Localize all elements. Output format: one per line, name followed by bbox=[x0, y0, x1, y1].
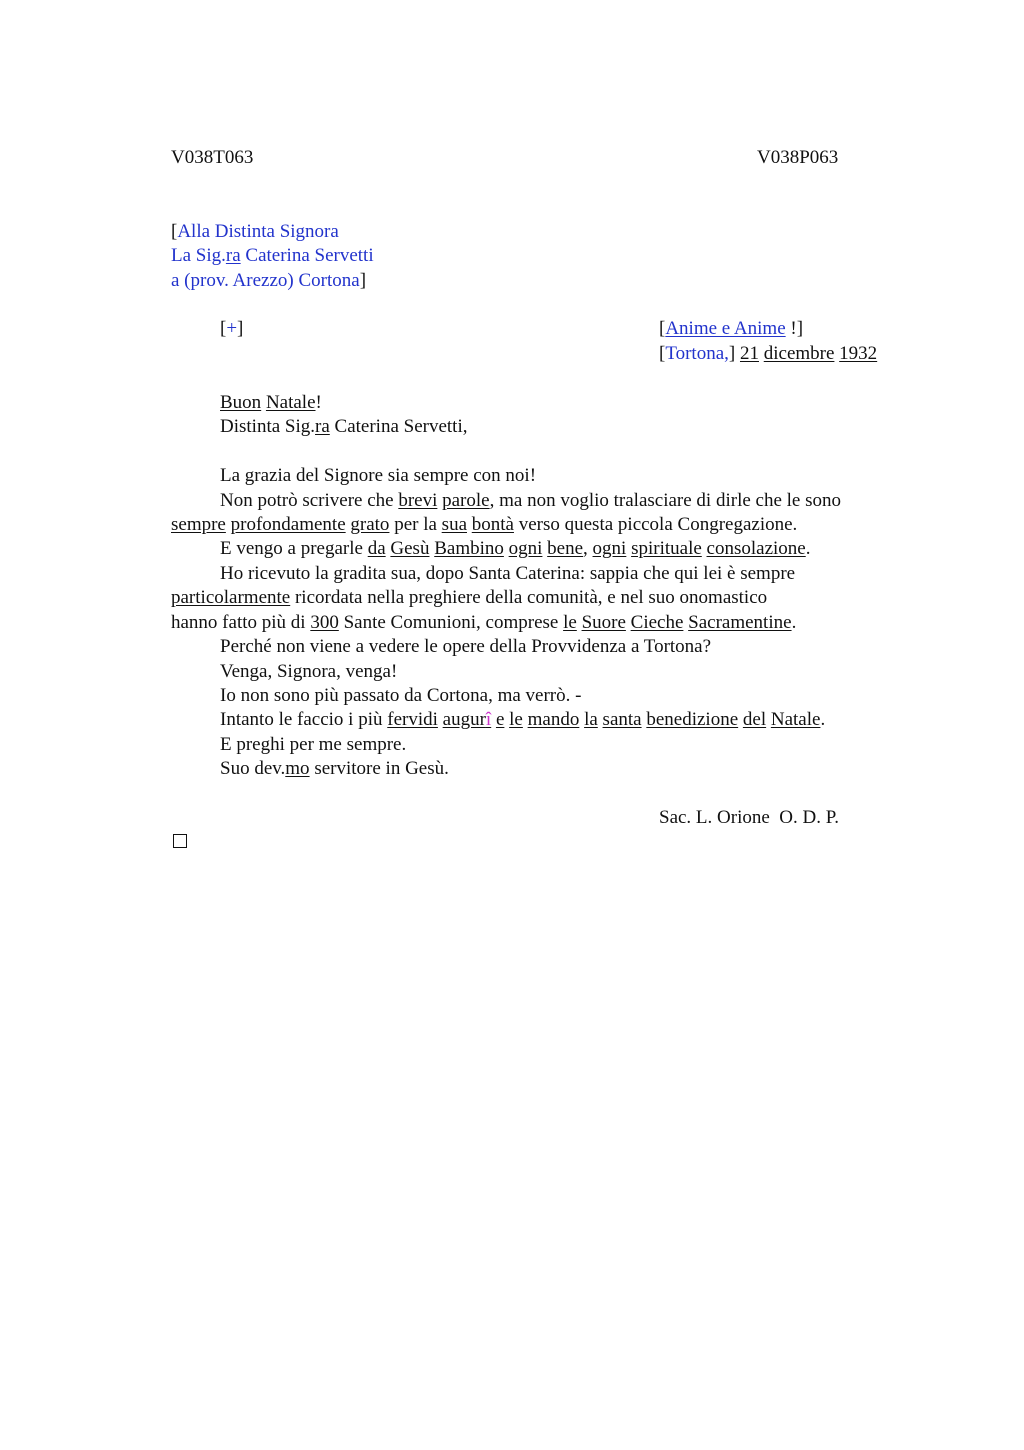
date-day: 21 bbox=[739, 343, 759, 364]
body-line: Non potrò scrivere che brevi parole, ma non voglio tralasciare di dirle che le sono bbox=[220, 490, 841, 511]
signature: Sac. L. Orione O. D. P. bbox=[659, 807, 839, 828]
greeting-punct: ! bbox=[315, 392, 322, 413]
salutation bbox=[220, 415, 468, 439]
address-text: Caterina Servetti bbox=[240, 245, 374, 266]
address-text: La Sig. bbox=[171, 245, 226, 266]
address-text: Alla Distinta Signora bbox=[177, 221, 339, 242]
salutation-text: Caterina Servetti, bbox=[329, 416, 468, 437]
address-line-2 bbox=[171, 244, 374, 268]
cross-mark: [+] bbox=[220, 318, 244, 339]
salutation-text: ra bbox=[315, 416, 330, 437]
body-line: hanno fatto più di 300 Sante Comunioni, comprese le Suore Cieche Sacramentine. bbox=[171, 612, 797, 633]
greeting-word: Buon bbox=[220, 392, 262, 413]
cross-symbol: + bbox=[226, 318, 238, 339]
document-code-right: V038P063 bbox=[757, 147, 839, 168]
address-line-3: a (prov. Arezzo) Cortona] bbox=[171, 270, 367, 291]
motto-text: Anime e Anime bbox=[665, 318, 786, 339]
date-place: Tortona, bbox=[665, 343, 729, 364]
body-line: Venga, Signora, venga! bbox=[220, 661, 398, 682]
salutation-text: Distinta Sig. bbox=[220, 416, 316, 437]
end-marker-box bbox=[173, 834, 187, 848]
body-line: particolarmente ricordata nella preghiere della comunità, e nel suo onomastico bbox=[171, 587, 768, 608]
body-line: La grazia del Signore sia sempre con noi! bbox=[220, 465, 537, 486]
body-line: E vengo a pregarle da Gesù Bambino ogni bene, ogni spirituale consolazione. bbox=[220, 538, 811, 559]
body-line: E preghi per me sempre. bbox=[220, 734, 407, 755]
date-year: 1932 bbox=[839, 343, 878, 364]
document-code-left: V038T063 bbox=[171, 147, 254, 168]
body-line: Suo dev.mo servitore in Gesù. bbox=[220, 758, 449, 779]
body-line: sempre profondamente grato per la sua bontà verso questa piccola Congregazione. bbox=[171, 514, 798, 535]
motto: [Anime e Anime !] bbox=[659, 318, 804, 339]
address-line-1: [Alla Distinta Signora bbox=[171, 221, 339, 242]
body-line: Ho ricevuto la gradita sua, dopo Santa Caterina: sappia che qui lei è sempre bbox=[220, 563, 796, 584]
address-text: ra bbox=[225, 245, 241, 266]
date-month: dicembre bbox=[763, 343, 835, 364]
greeting-line bbox=[220, 391, 322, 415]
body-line: Perché non viene a vedere le opere della Provvidenza a Tortona? bbox=[220, 636, 712, 657]
address-text: a (prov. Arezzo) Cortona bbox=[171, 270, 360, 291]
dateline: [Tortona,] 21 dicembre 1932 bbox=[659, 343, 878, 364]
body-line: Io non sono più passato da Cortona, ma verrò. - bbox=[220, 685, 582, 706]
body-line: Intanto le faccio i più fervidi augurî e le mando la santa benedizione del Natale. bbox=[220, 709, 826, 730]
greeting-word: Natale bbox=[265, 392, 316, 413]
